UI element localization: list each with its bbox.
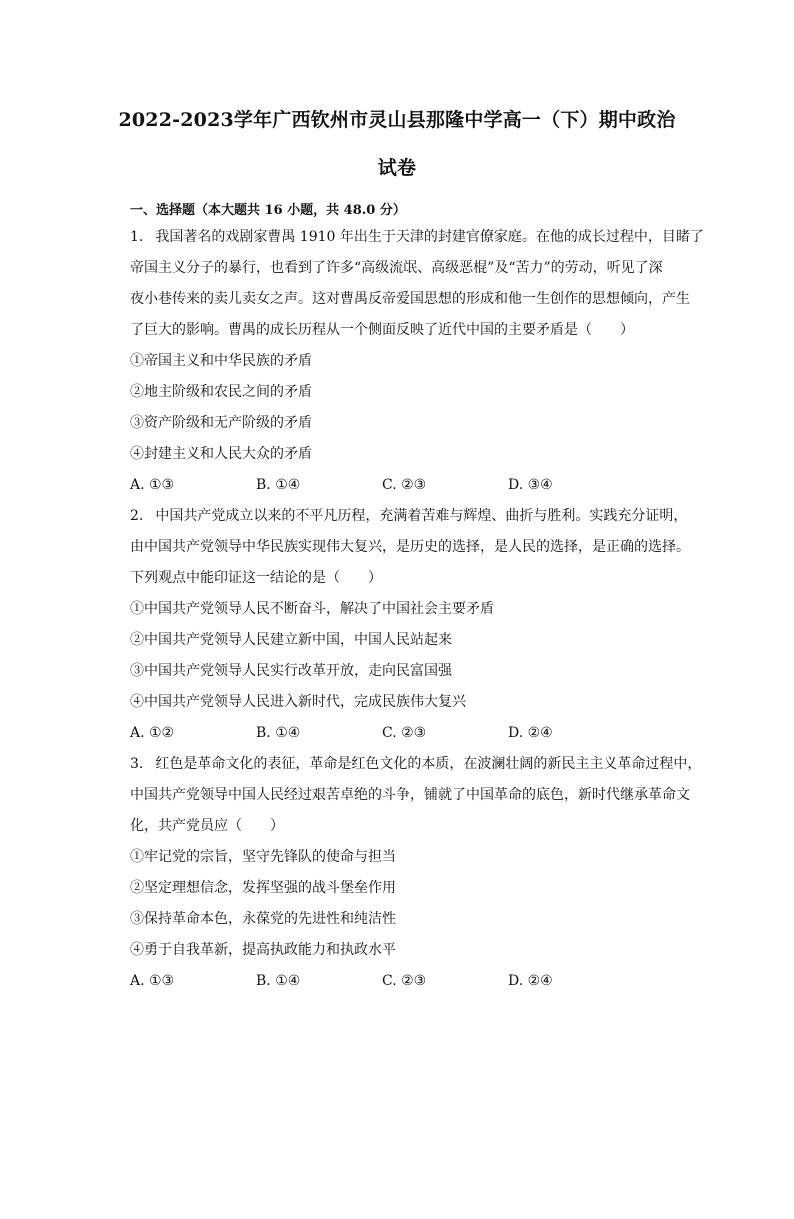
statement-2: ②中国共产党领导人民建立新中国，中国人民站起来 [130, 632, 452, 648]
title-line-1: 2022-2023学年广西钦州市灵山县那隆中学高一（下）期中政治 [118, 109, 676, 131]
stem-line: 2. 中国共产党成立以来的不平凡历程，充满着苦难与辉煌、曲折与胜利。实践充分证明， [130, 508, 688, 524]
section-header: 一、选择题（本大题共 16 小题，共 48.0 分） [130, 203, 406, 218]
stem-line: 中国共产党领导中国人民经过艰苦卓绝的斗争，铺就了中国革命的底色，新时代继承革命文 [130, 787, 690, 803]
question-1 [130, 222, 704, 501]
statement-4: ④勇于自我革新，提高执政能力和执政水平 [130, 942, 396, 958]
question-number: 2. [130, 508, 144, 524]
question-stem [130, 749, 702, 842]
statement-4: ④封建主义和人民大众的矛盾 [130, 446, 312, 462]
document-page [0, 96, 794, 1219]
answer-options [130, 718, 664, 749]
statement-3: ③保持革命本色，永葆党的先进性和纯洁性 [130, 911, 396, 927]
exam-title [100, 96, 694, 192]
answer-options [130, 470, 664, 501]
stem-line: 化，共产党员应（ ） [130, 818, 284, 834]
question-2 [130, 501, 690, 749]
statement-1: ①中国共产党领导人民不断奋斗，解决了中国社会主要矛盾 [130, 601, 494, 617]
option-b: B. ①④ [256, 725, 301, 741]
statement-3: ③中国共产党领导人民实行改革开放，走向民富国强 [130, 663, 452, 679]
option-d: D. ②④ [508, 973, 553, 989]
question-number: 1. [130, 229, 144, 245]
option-a: A. ①③ [130, 973, 175, 989]
option-a: A. ①③ [130, 477, 175, 493]
question-number: 3. [130, 756, 144, 772]
stem-line: 夜小巷传来的卖儿卖女之声。这对曹禺反帝爱国思想的形成和他一生创作的思想倾向，产生 [130, 291, 690, 307]
statement-2: ②地主阶级和农民之间的矛盾 [130, 384, 312, 400]
statement-1: ①牢记党的宗旨，坚守先锋队的使命与担当 [130, 849, 396, 865]
stem-line: 下列观点中能印证这一结论的是（ ） [130, 570, 382, 586]
stem-line: 1. 我国著名的戏剧家曹禺 1910 年出生于天津的封建官僚家庭。在他的成长过程中，目睹了 [130, 229, 704, 245]
option-a: A. ①② [130, 725, 175, 741]
stem-line: 由中国共产党领导中华民族实现伟大复兴，是历史的选择，是人民的选择，是正确的选择。 [130, 539, 690, 555]
question-stem [130, 222, 704, 346]
statement-4: ④中国共产党领导人民进入新时代，完成民族伟大复兴 [130, 694, 466, 710]
statement-1: ①帝国主义和中华民族的矛盾 [130, 353, 312, 369]
option-c: C. ②③ [382, 725, 427, 741]
option-d: D. ②④ [508, 725, 553, 741]
title-line-2: 试卷 [377, 157, 417, 179]
statement-3: ③资产阶级和无产阶级的矛盾 [130, 415, 312, 431]
stem-line: 3. 红色是革命文化的表征，革命是红色文化的本质，在波澜壮阔的新民主主义革命过程中， [130, 756, 702, 772]
stem-line: 了巨大的影响。曹禺的成长历程从一个侧面反映了近代中国的主要矛盾是（ ） [130, 322, 634, 338]
statement-2: ②坚定理想信念，发挥坚强的战斗堡垒作用 [130, 880, 396, 896]
question-3 [130, 749, 702, 997]
option-c: C. ②③ [382, 973, 427, 989]
option-c: C. ②③ [382, 477, 427, 493]
option-b: B. ①④ [256, 973, 301, 989]
question-stem [130, 501, 690, 594]
option-d: D. ③④ [508, 477, 553, 493]
option-b: B. ①④ [256, 477, 301, 493]
stem-line: 帝国主义分子的暴行，也看到了许多“高级流氓、高级恶棍”及“苦力”的劳动，听见了深 [130, 260, 663, 276]
answer-options [130, 966, 664, 997]
